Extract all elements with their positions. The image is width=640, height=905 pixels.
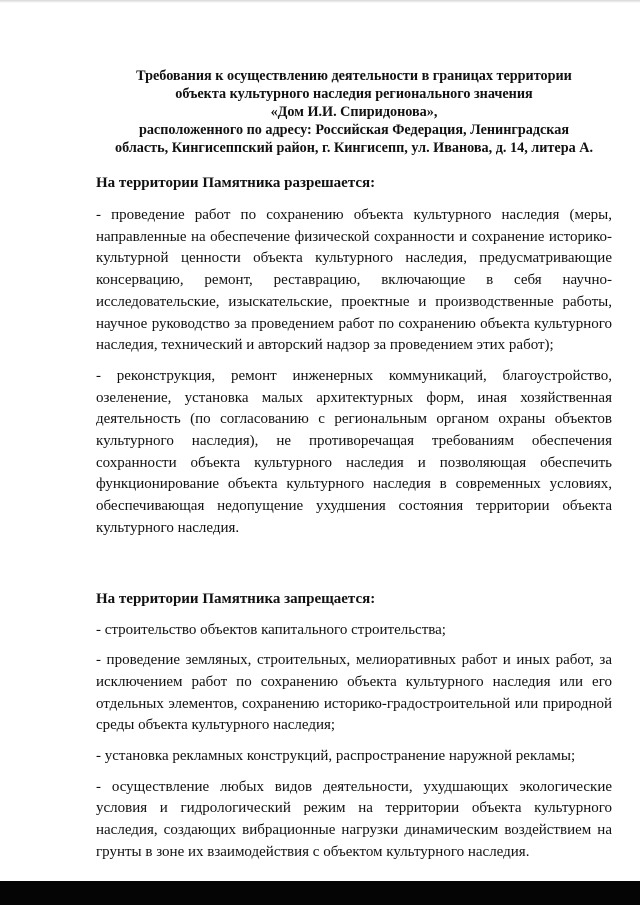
document-page xyxy=(96,67,612,864)
title-line: «Дом И.И. Спиридонова», xyxy=(270,104,438,120)
forbidden-item-capital-construction: - строительство объектов капитального строительства; xyxy=(96,621,446,638)
scan-edge-top xyxy=(0,0,640,3)
forbidden-item-advertising: - установка рекламных конструкций, распространение наружной рекламы; xyxy=(96,748,576,765)
document-title xyxy=(96,67,612,157)
allowed-item-reconstruction: - реконструкция, ремонт инженерных коммуникаций, благоустройство, озеленение, установка малых архитектурных форм, иная хозяйственная деятельность (по согласованию с региональным органом охраны объектов культурного наследия), не противоречащая требованиям обеспечения сохранности объекта культурного наследия и позволяющая обеспечить функционирование объекта культурного наследия в современных условиях, обеспечивающая недопущение ухудшения состояния территории объекта культурного наследия. xyxy=(96,367,612,536)
title-line: область, Кингисеппский район, г. Кингисепп, ул. Иванова, д. 14, литера А. xyxy=(114,140,594,156)
title-line: расположенного по адресу: Российская Федерация, Ленинградская xyxy=(138,122,570,138)
scan-edge-bottom xyxy=(0,881,640,905)
title-line: объекта культурного наследия регионального значения xyxy=(175,86,533,102)
forbidden-heading: На территории Памятника запрещается: xyxy=(96,590,376,607)
forbidden-item-ecology: - осуществление любых видов деятельности, ухудшающих экологические условия и гидрологический режим на территории объекта культурного наследия, создающих вибрационные нагрузки динамическим воздействием на грунты в зоне их взаимодействия с объектом культурного наследия. xyxy=(96,778,612,860)
forbidden-item-earthworks: - проведение земляных, строительных, мелиоративных работ и иных работ, за исключением работ по сохранению объекта культурного наследия или его отдельных элементов, сохранению историко-градостроительной или природной среды объекта культурного наследия; xyxy=(96,652,612,734)
title-line: Требования к осуществлению деятельности в границах территории xyxy=(136,68,572,84)
allowed-heading: На территории Памятника разрешается: xyxy=(96,175,376,191)
allowed-item-preservation: - проведение работ по сохранению объекта культурного наследия (меры, направленные на обеспечение физической сохранности и сохранение историко-культурной ценности объекта культурного наследия, предусматривающие консервацию, ремонт, реставрацию, включающие в себя научно-исследовательские, изыскательские, проектные и производственные работы, научное руководство за проведением работ по сохранению объекта культурного наследия, технический и авторский надзор за проведением этих работ); xyxy=(96,207,612,354)
